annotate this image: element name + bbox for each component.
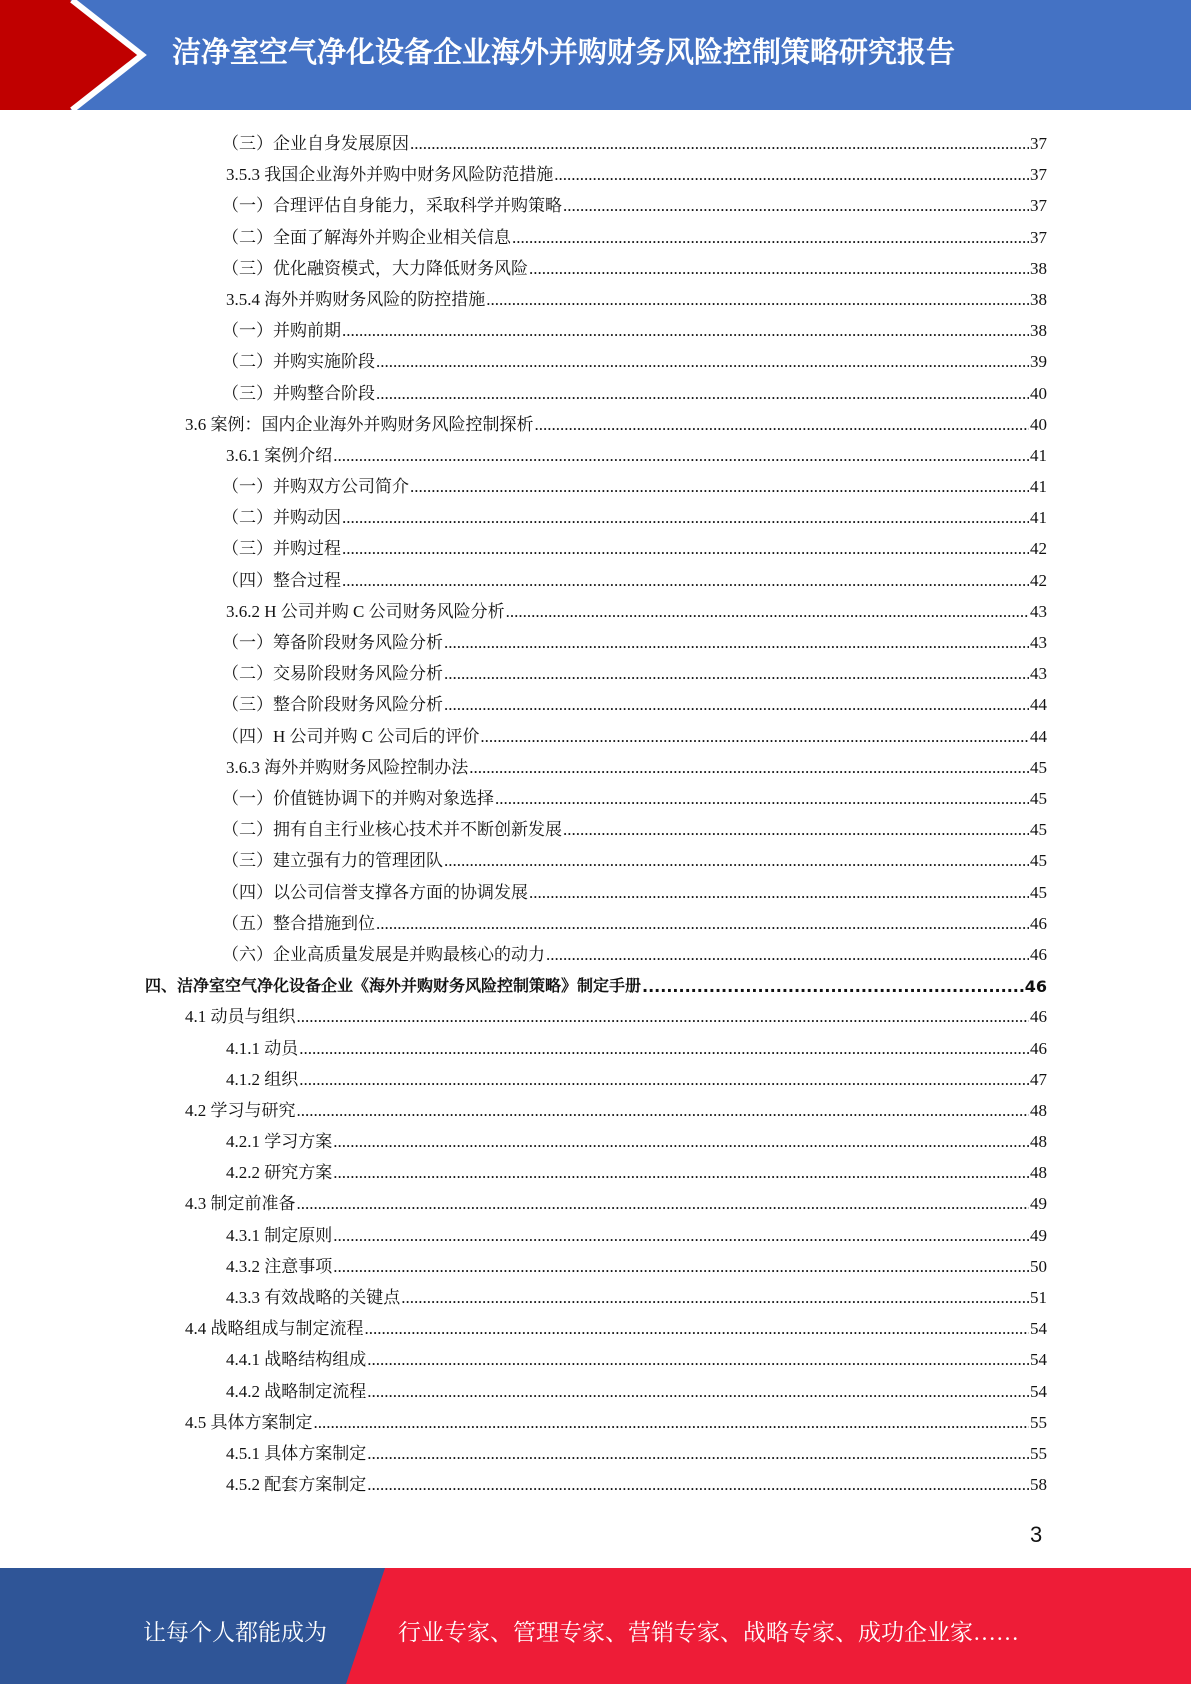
toc-entry-label: 4.4.2 战略制定流程 — [226, 1381, 367, 1401]
toc-entry[interactable] — [226, 1253, 1047, 1277]
document-title: 洁净室空气净化设备企业海外并购财务风险控制策略研究报告 — [172, 35, 956, 69]
toc-entry-page: 40 — [1030, 414, 1047, 434]
toc-entry-page: 44 — [1030, 726, 1047, 746]
toc-entry[interactable] — [226, 442, 1047, 466]
page-header — [0, 0, 1191, 110]
toc-entry-page: 43 — [1030, 633, 1047, 653]
toc-entry-page: 37 — [1030, 227, 1047, 247]
dot-leader — [299, 1070, 1029, 1090]
toc-entry[interactable] — [222, 567, 1047, 591]
toc-entry-page: 41 — [1030, 445, 1047, 465]
toc-entry-label: 4.5.1 具体方案制定 — [226, 1443, 367, 1463]
footer-slogan-right: 行业专家、管理专家、营销专家、战略专家、成功企业家…… — [398, 1620, 1019, 1645]
dot-leader — [563, 196, 1029, 216]
toc-entry[interactable] — [226, 1035, 1047, 1059]
dot-leader — [376, 352, 1029, 372]
toc-entry-label: 4.5 具体方案制定 — [185, 1412, 313, 1432]
toc-entry[interactable] — [226, 1346, 1047, 1370]
toc-entry[interactable] — [226, 754, 1047, 778]
toc-entry-page: 46 — [1030, 944, 1047, 964]
toc-entry-page: 49 — [1030, 1194, 1047, 1214]
toc-entry-label: 3.6.1 案例介绍 — [226, 445, 333, 465]
toc-entry-page: 37 — [1030, 134, 1047, 153]
toc-entry-page: 40 — [1030, 383, 1047, 403]
toc-entry[interactable] — [185, 1315, 1047, 1339]
toc-entry-label: （三）并购整合阶段 — [222, 383, 375, 403]
toc-entry[interactable] — [222, 504, 1047, 528]
toc-entry-page: 37 — [1030, 196, 1047, 216]
toc-entry-page: 43 — [1030, 664, 1047, 684]
toc-entry[interactable] — [222, 473, 1047, 497]
dot-leader — [333, 1226, 1029, 1246]
toc-entry[interactable] — [185, 1003, 1047, 1027]
dot-leader — [367, 1350, 1029, 1370]
toc-entry-label: （一）并购前期 — [222, 321, 341, 341]
toc-entry-label: （二）拥有自主行业核心技术并不断创新发展 — [222, 820, 562, 840]
header-arrow-decoration — [0, 0, 200, 110]
toc-entry-page: 44 — [1030, 695, 1047, 715]
toc-entry-label: （三）并购过程 — [222, 539, 341, 559]
toc-entry-page: 46 — [1030, 913, 1047, 933]
toc-entry-label: 4.1.2 组织 — [226, 1069, 299, 1089]
toc-entry[interactable] — [222, 723, 1047, 747]
toc-entry[interactable] — [222, 629, 1047, 653]
dot-leader — [444, 664, 1029, 684]
toc-entry[interactable] — [226, 1378, 1047, 1402]
toc-entry-page: 45 — [1030, 851, 1047, 871]
toc-entry[interactable] — [222, 348, 1047, 372]
dot-leader — [410, 134, 1029, 154]
dot-leader — [444, 695, 1029, 715]
toc-entry-label: 4.2.1 学习方案 — [226, 1132, 333, 1152]
toc-entry-page: 47 — [1030, 1069, 1047, 1089]
dot-leader — [297, 1101, 1030, 1121]
toc-entry[interactable] — [222, 816, 1047, 840]
toc-entry-label: （三）整合阶段财务风险分析 — [222, 695, 443, 715]
toc-entry-label: 四、洁净室空气净化设备企业《海外并购财务风险控制策略》制定手册 — [145, 976, 642, 996]
toc-entry[interactable] — [226, 1128, 1047, 1152]
toc-entry[interactable] — [222, 660, 1047, 684]
dot-leader — [333, 446, 1029, 466]
toc-entry-page: 39 — [1030, 352, 1047, 372]
toc-entry-label: 3.5.4 海外并购财务风险的防控措施 — [226, 289, 486, 309]
dot-leader — [342, 321, 1029, 341]
toc-entry-page: 45 — [1030, 882, 1047, 902]
toc-entry-page: 48 — [1030, 1100, 1047, 1120]
dot-leader — [297, 1194, 1030, 1214]
dot-leader — [495, 789, 1029, 809]
toc-entry[interactable] — [226, 286, 1047, 310]
toc-entry-label: 4.2.2 研究方案 — [226, 1163, 333, 1183]
toc-entry-page: 46 — [1030, 1038, 1047, 1058]
toc-entry[interactable] — [185, 1409, 1047, 1433]
toc-entry-label: 4.1 动员与组织 — [185, 1007, 296, 1027]
toc-entry-label: 4.3 制定前准备 — [185, 1194, 296, 1214]
dot-leader — [333, 1132, 1029, 1152]
toc-entry-label: 3.6.2 H 公司并购 C 公司财务风险分析 — [226, 601, 505, 621]
toc-entry-page: 42 — [1030, 539, 1047, 559]
dot-leader — [486, 290, 1029, 310]
toc-entry-page: 37 — [1030, 165, 1047, 185]
toc-entry-label: （四）H 公司并购 C 公司后的评价 — [222, 726, 480, 746]
footer-slogan-left: 让每个人都能成为 — [143, 1620, 327, 1645]
toc-entry[interactable] — [222, 317, 1047, 341]
page-number: 3 — [1030, 1522, 1043, 1547]
toc-entry[interactable] — [222, 847, 1047, 871]
toc-entry-page: 50 — [1030, 1256, 1047, 1276]
toc-entry[interactable] — [222, 879, 1047, 903]
toc-entry[interactable] — [145, 972, 1047, 996]
dot-leader — [376, 914, 1029, 934]
toc-entry-label: （二）并购实施阶段 — [222, 352, 375, 372]
toc-entry-label: 4.1.1 动员 — [226, 1038, 299, 1058]
dot-leader — [529, 259, 1029, 279]
toc-entry-label: 4.3.3 有效战略的关键点 — [226, 1288, 401, 1308]
dot-leader — [554, 165, 1029, 185]
dot-leader — [469, 758, 1029, 778]
toc-entry-page: 54 — [1030, 1381, 1047, 1401]
toc-entry-page: 42 — [1030, 570, 1047, 590]
toc-entry[interactable] — [222, 941, 1047, 965]
toc-entry-page: 54 — [1030, 1350, 1047, 1370]
toc-entry-label: （二）交易阶段财务风险分析 — [222, 664, 443, 684]
toc-entry-page: 41 — [1030, 508, 1047, 528]
toc-entry-page: 45 — [1030, 820, 1047, 840]
toc-entry[interactable] — [185, 1190, 1047, 1214]
dot-leader — [342, 571, 1029, 591]
dot-leader — [444, 851, 1029, 871]
toc-entry-label: （五）整合措施到位 — [222, 913, 375, 933]
toc-entry-page: 38 — [1030, 258, 1047, 278]
toc-entry-label: 4.4 战略组成与制定流程 — [185, 1319, 364, 1339]
toc-entry[interactable] — [222, 691, 1047, 715]
toc-entry-page: 58 — [1030, 1475, 1047, 1495]
toc-entry[interactable] — [222, 255, 1047, 279]
toc-entry-page: 48 — [1030, 1163, 1047, 1183]
dot-leader — [546, 945, 1029, 965]
toc-entry[interactable] — [226, 1471, 1047, 1495]
toc-entry-page: 46 — [1030, 1007, 1047, 1027]
toc-entry-label: （四）整合过程 — [222, 570, 341, 590]
toc-entry[interactable] — [222, 130, 1047, 154]
toc-entry[interactable] — [226, 1222, 1047, 1246]
toc-entry-label: 4.3.2 注意事项 — [226, 1256, 333, 1276]
toc-entry[interactable] — [222, 192, 1047, 216]
dot-leader — [642, 976, 1024, 996]
dot-leader — [512, 228, 1029, 248]
toc-entry-page: 49 — [1030, 1225, 1047, 1245]
dot-leader — [376, 384, 1029, 404]
dot-leader — [367, 1382, 1029, 1402]
toc-entry-label: （二）全面了解海外并购企业相关信息 — [222, 227, 511, 247]
toc-entry-page: 51 — [1030, 1288, 1047, 1308]
toc-entry-label: 4.3.1 制定原则 — [226, 1225, 333, 1245]
toc-entry-page: 45 — [1030, 788, 1047, 808]
dot-leader — [529, 883, 1029, 903]
dot-leader — [535, 415, 1030, 435]
toc-entry[interactable] — [222, 785, 1047, 809]
toc-entry-page: 54 — [1030, 1319, 1047, 1339]
toc-entry-label: 3.6.3 海外并购财务风险控制办法 — [226, 757, 469, 777]
toc-entry-page: 41 — [1030, 477, 1047, 497]
toc-entry-page: 55 — [1030, 1412, 1047, 1432]
toc-entry[interactable] — [222, 910, 1047, 934]
toc-entry-page: 43 — [1030, 601, 1047, 621]
toc-entry[interactable] — [226, 161, 1047, 185]
toc-entry-label: （三）优化融资模式，大力降低财务风险 — [222, 258, 528, 278]
dot-leader — [410, 477, 1029, 497]
toc-entry-label: （一）筹备阶段财务风险分析 — [222, 633, 443, 653]
toc-entry[interactable] — [222, 535, 1047, 559]
dot-leader — [444, 633, 1029, 653]
dot-leader — [333, 1163, 1029, 1183]
toc-entry-label: （三）建立强有力的管理团队 — [222, 851, 443, 871]
dot-leader — [367, 1444, 1029, 1464]
toc-entry[interactable] — [226, 1284, 1047, 1308]
dot-leader — [342, 508, 1029, 528]
toc-entry[interactable] — [222, 380, 1047, 404]
dot-leader — [506, 602, 1029, 622]
toc-entry[interactable] — [226, 598, 1047, 622]
toc-entry[interactable] — [226, 1440, 1047, 1464]
dot-leader — [401, 1288, 1029, 1308]
dot-leader — [563, 820, 1029, 840]
toc-entry[interactable] — [222, 224, 1047, 248]
toc-entry-label: 3.6 案例：国内企业海外并购财务风险控制探析 — [185, 414, 534, 434]
dot-leader — [333, 1257, 1029, 1277]
dot-leader — [367, 1475, 1029, 1495]
toc-entry-label: （三）企业自身发展原因 — [222, 134, 409, 153]
toc-entry[interactable] — [185, 411, 1047, 435]
toc-entry-label: （六）企业高质量发展是并购最核心的动力 — [222, 944, 545, 964]
toc-entry-label: 4.4.1 战略结构组成 — [226, 1350, 367, 1370]
dot-leader — [299, 1039, 1029, 1059]
dot-leader — [314, 1413, 1030, 1433]
toc-entry-page: 46 — [1024, 977, 1047, 997]
toc-entry-page: 38 — [1030, 289, 1047, 309]
toc-entry[interactable] — [226, 1066, 1047, 1090]
toc-entry-page: 55 — [1030, 1443, 1047, 1463]
toc-entry-page: 45 — [1030, 757, 1047, 777]
toc-entry-label: （一）价值链协调下的并购对象选择 — [222, 788, 494, 808]
toc-entry-label: （二）并购动因 — [222, 508, 341, 528]
dot-leader — [365, 1319, 1030, 1339]
toc-entry-page: 38 — [1030, 321, 1047, 341]
toc-entry-label: （一）并购双方公司简介 — [222, 477, 409, 497]
toc-entry[interactable] — [185, 1097, 1047, 1121]
toc-entry-label: 4.5.2 配套方案制定 — [226, 1475, 367, 1495]
dot-leader — [480, 727, 1029, 747]
dot-leader — [297, 1007, 1030, 1027]
toc-entry-page: 48 — [1030, 1132, 1047, 1152]
toc-entry-label: 4.2 学习与研究 — [185, 1100, 296, 1120]
toc-entry-label: （四）以公司信誉支撑各方面的协调发展 — [222, 882, 528, 902]
toc-entry-label: 3.5.3 我国企业海外并购中财务风险防范措施 — [226, 165, 554, 185]
toc-entry[interactable] — [226, 1159, 1047, 1183]
dot-leader — [342, 539, 1029, 559]
toc-entry-label: （一）合理评估自身能力，采取科学并购策略 — [222, 196, 562, 216]
